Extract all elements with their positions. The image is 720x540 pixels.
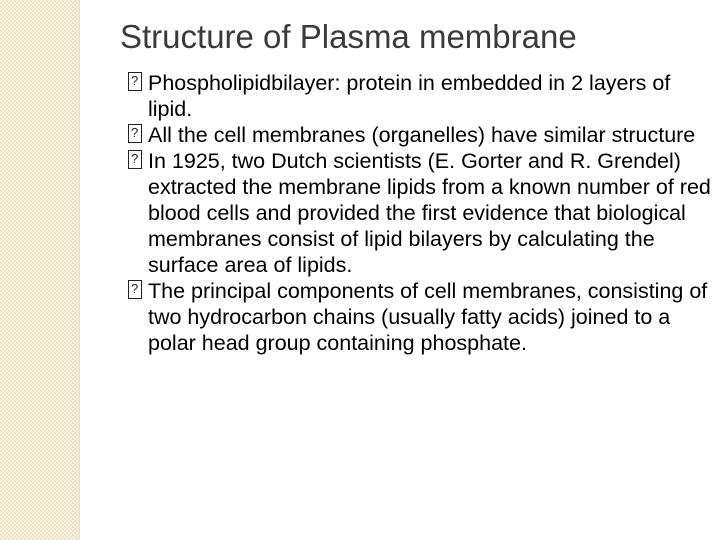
slide-title: Structure of Plasma membrane [120, 18, 577, 55]
bullet-item [128, 122, 713, 148]
missing-glyph-box-icon [128, 124, 142, 143]
bullet-item [128, 70, 713, 122]
missing-glyph-box-icon [128, 150, 142, 169]
bullet-list [128, 70, 713, 356]
bullet-text: Phospholipidbilayer: protein in embedded in 2 layers of lipid. [148, 71, 671, 121]
bullet-item [128, 278, 713, 356]
missing-glyph-box-icon [128, 280, 142, 299]
bullet-text: The principal components of cell membranes, consisting of two hydrocarbon chains (usually fatty acids) joined to a polar head group containing phosphate. [148, 279, 708, 355]
bullet-text: All the cell membranes (organelles) have similar structure [148, 123, 696, 147]
missing-glyph-box-icon [128, 72, 142, 91]
decorative-side-band [0, 0, 80, 540]
bullet-item [128, 148, 713, 278]
bullet-text: In 1925, two Dutch scientists (E. Gorter and R. Grendel) extracted the membrane lipids from a known number of red blood cells and provided the first evidence that biological membranes consist of lipid bilayers by calculating the surface area of lipids. [148, 149, 711, 277]
